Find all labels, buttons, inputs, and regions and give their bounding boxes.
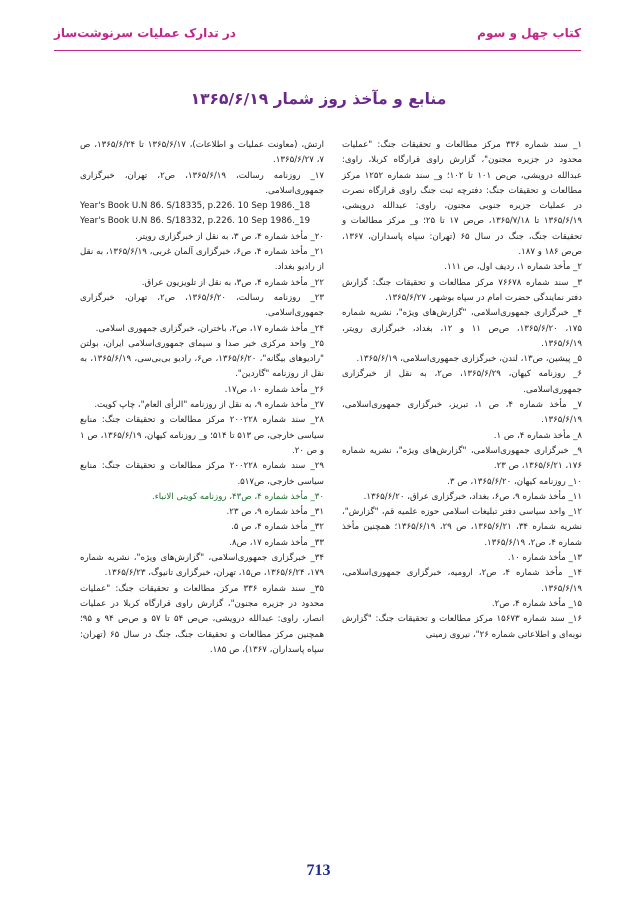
note-item: ۲_ مأخذ شماره ۱، ردیف اول، ص ۱۱۱.: [444, 262, 582, 273]
note-item: ۲۱_ مأخذ شماره ۴، ص۶، خبرگزاری آلمان غربی، ۱۳۶۵/۶/۱۹، به نقل از رادیو بغداد.: [80, 247, 324, 273]
note-item: ۳۳_ مأخذ شماره ۱۷، ص۸.: [229, 537, 324, 548]
note-item: ۱_ سند شماره ۳۳۶ مرکز مطالعات و تحقیقات جنگ: "عملیات محدود در جزیره مجنون"، گزارش راوی قرارگاه کربلا، راوی: عبدالله درویشی، ص‌ص ۱۰۱ تا ۱۰۲؛ و_ سند شماره ۱۲۵۲ مرکز مطالعات و تحقیقات جنگ: دفترچه ثبت جنگ راوی قرارگاه نصرت در عملیات جزیره جنوبی مجنون، راوی: عبدالله درویشی، ۱۳۶۵/۶/۱۹ تا ۱۳۶۵/۷/۱۸، ص‌ص ۱۷ تا ۲۵؛ و_ مرکز مطالعات و تحقیقات جنگ، جنگ در سال ۶۵ (تهران: سپاه پاسداران، ۱۳۶۷، ص‌ص ۱۸۶ و ۱۸۷.: [342, 140, 582, 258]
note-item: ارتش، (معاونت عملیات و اطلاعات)، ۱۳۶۵/۶/۱۷ تا ۱۳۶۵/۶/۲۴، ص ۷، ۱۳۶۵/۶/۲۷.: [80, 140, 324, 166]
note-item: ۱۲_ واحد سیاسی دفتر تبلیغات اسلامی حوزه علمیه قم، "گزارش"، نشریه شماره ۳۴، ۱۳۶۵/۶/۲۱، ص ۲۹، ۱۳۶۵/۶/۱۹؛ همچنین مأخذ شماره ۴، ص۲، ۱۳۶۵/۶/۱۹.: [342, 507, 582, 548]
section-title: منابع و مآخذ روز شمار ۱۳۶۵/۶/۱۹: [190, 90, 447, 108]
note-item: ۲۵_ واحد مرکزی خبر صدا و سیمای جمهوری‌اسلامی ایران، بولتن "رادیوهای بیگانه"، ۱۳۶۵/۶/۲۰، ص۶، رادیو بی‌بی‌سی، ۱۳۶۵/۶/۱۹، به نقل از روزنامه "گاردین".: [80, 338, 324, 380]
note-item: ۱۷_ روزنامه رسالت، ۱۳۶۵/۶/۱۹، ص۲، تهران، خبرگزاری جمهوری‌اسلامی.: [80, 170, 324, 196]
note-item-latin: Year's Book U.N 86. S/18335, p.226. 10 Sep 1986._18: [80, 201, 311, 212]
note-item: ۷_ مأخذ شماره ۴، ص ۱، تبریز، خبرگزاری جمهوری‌اسلامی، ۱۳۶۵/۶/۱۹.: [342, 400, 582, 426]
note-item: ۲۸_ سند شماره ۲۰۰۲۲۸ مرکز مطالعات و تحقیقات جنگ: منابع سیاسی خارجی، ص ۵۱۳ تا ۵۱۴؛ و_ روزنامه کیهان، ۱۳۶۵/۶/۱۹، ص ۱ و ص ۲۰.: [80, 415, 324, 456]
note-item: ۳۵_ سند شماره ۳۳۶ مرکز مطالعات و تحقیقات جنگ: "عملیات محدود در جزیره مجنون"، گزارش راوی قرارگاه کربلا در عملیات انصار، راوی: عبدالله درویشی، ص‌ص ۵۴ تا ۵۷ و ص‌ص ۹۴ و ۹۵؛ همچنین مرکز مطالعات و تحقیقات جنگ، جنگ در سال ۶۵ (تهران: سپاه پاسداران، ۱۳۶۷)، ص ۱۸۵.: [80, 583, 324, 655]
note-item: ۲۹_ سند شماره ۲۰۰۲۲۸ مرکز مطالعات و تحقیقات جنگ: منابع سیاسی خارجی، ص۵۱۷.: [80, 461, 324, 487]
note-item: ۵_ پیشین، ص۱۳، لندن، خبرگزاری جمهوری‌اسلامی، ۱۳۶۵/۶/۱۹.: [356, 354, 582, 365]
chapter-title: در تدارک عملیات سرنوشت‌ساز: [54, 26, 236, 40]
note-item: ۳۰_ مأخذ شماره ۴، ص۴۳، روزنامه کویتی الانباء.: [152, 491, 324, 502]
note-item: ۳_ سند شماره ۷۶۶۷۸ مرکز مطالعات و تحقیقات جنگ: گزارش دفتر نمایندگی حضرت امام در سپاه بوشهر، ۱۳۶۵/۶/۲۷.: [342, 277, 582, 303]
page-number: 713: [306, 862, 331, 879]
note-item: ۱۰_ روزنامه کیهان، ۱۳۶۵/۶/۲۰، ص ۳.: [447, 476, 582, 487]
note-item: ۸_ مأخذ شماره ۴، ص ۱.: [493, 430, 582, 441]
note-item: ۳۴_ خبرگزاری جمهوری‌اسلامی، "گزارش‌های ویژه"، نشریه شماره ۱۷۹، ۱۳۶۵/۶/۲۴، ص۱۵، تهران، خبرگزاری تانیوگ، ۱۳۶۵/۶/۲۳.: [80, 553, 324, 579]
note-item: ۲۶_ مأخذ شماره ۱۰، ص۱۷.: [224, 384, 324, 395]
note-item: ۲۰_ مأخذ شماره ۴، ص ۳، به نقل از خبرگزاری رویتر.: [135, 231, 324, 242]
notes-column-left: [80, 138, 324, 658]
note-item: ۳۲_ مأخذ شماره ۴، ص ۵.: [231, 522, 324, 533]
note-item: ۶_ روزنامه کیهان، ۱۳۶۵/۶/۲۹، ص۲، به نقل از خبرگزاری جمهوری‌اسلامی.: [342, 369, 583, 395]
note-item: ۲۳_ روزنامه رسالت، ۱۳۶۵/۶/۲۰، ص۲، تهران، خبرگزاری جمهوری‌اسلامی.: [80, 292, 324, 319]
note-item: ۲۴_ مأخذ شماره ۱۷، ص۲، باختران، خبرگزاری جمهوری اسلامی.: [95, 323, 324, 334]
note-item: ۹_ خبرگزاری جمهوری‌اسلامی، "گزارش‌های ویژه"، نشریه شماره ۱۷۶، ۱۳۶۵/۶/۲۱، ص ۲۳.: [342, 445, 582, 472]
running-header: [54, 24, 581, 51]
book-title: کتاب چهل و سوم: [477, 26, 581, 40]
note-item-latin: Year's Book U.N 86. S/18332, p.226. 10 Sep 1986._19: [80, 216, 311, 227]
note-item: ۲۷_ مأخذ شماره ۹، به نقل از روزنامه "الرأی العام"، چاپ کویت.: [94, 400, 324, 411]
note-item: ۴_ خبرگزاری جمهوری‌اسلامی، "گزارش‌های ویژه"، نشریه شماره ۱۷۵، ۱۳۶۵/۶/۲۰، ص‌ص ۱۱ و ۱۲، بغداد، خبرگزاری رویتر، ۱۳۶۵/۶/۱۹.: [342, 308, 582, 349]
note-item: ۱۱_ مأخذ شماره ۹، ص۶، بغداد، خبرگزاری عراق، ۱۳۶۵/۶/۲۰.: [363, 491, 582, 502]
note-item: ۱۶_ سند شماره ۱۵۶۷۳ مرکز مطالعات و تحقیقات جنگ: "گزارش نوبه‌ای و اطلاعاتی شماره ۲۶"، نیروی زمینی: [342, 614, 582, 640]
note-item: ۱۵_ مأخذ شماره ۴، ص۲.: [491, 598, 582, 609]
notes-column-right: [342, 138, 582, 643]
note-item: ۱۴_ مأخذ شماره ۴، ص۲، ارومیه، خبرگزاری جمهوری‌اسلامی، ۱۳۶۵/۶/۱۹.: [342, 568, 582, 594]
note-item: ۱۳_ مأخذ شماره ۱۰.: [507, 553, 582, 564]
note-item: ۳۱_ مأخذ شماره ۹، ص ۲۳.: [226, 507, 324, 518]
note-item: ۲۲_ مأخذ شماره ۴، ص۳، به نقل از تلویزیون عراق.: [141, 277, 324, 288]
